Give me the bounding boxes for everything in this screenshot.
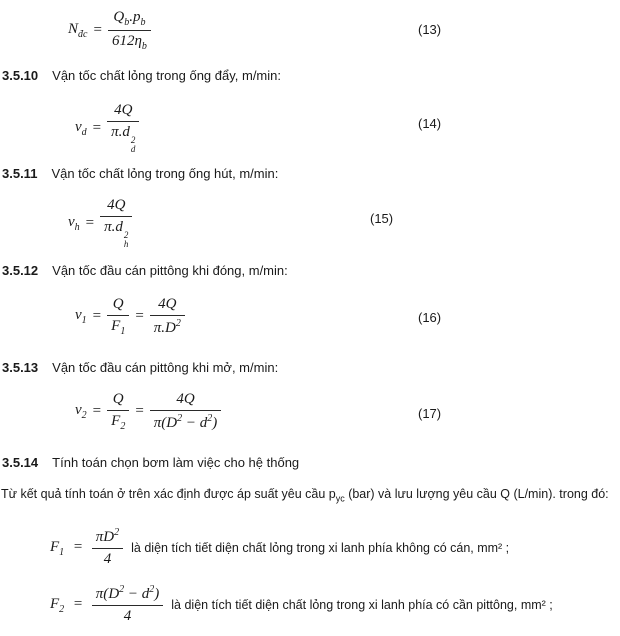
- f15-lhs: $v_h$: [68, 213, 80, 233]
- section-heading-3-5-14: [2, 455, 299, 470]
- paragraph-text: (bar) và lưu lượng yêu cầu Q (L/min). trong đó:: [344, 487, 609, 501]
- f15-fraction: [100, 197, 132, 249]
- equation-number-14: (14): [418, 116, 442, 131]
- section-heading-3-5-11: [2, 166, 278, 181]
- f2-denominator: 4: [123, 608, 132, 624]
- equation-15: [68, 197, 132, 249]
- f16-denominator-2: $\pi.D^2$: [153, 318, 181, 336]
- equation-13: [68, 9, 151, 52]
- paragraph-text: Từ kết quả tính toán ở trên xác định được áp suất yêu cầu p: [1, 487, 336, 501]
- f16-equals-1: =: [92, 308, 102, 324]
- f13-lhs: $N_{đc}$: [68, 21, 88, 40]
- section-title: Vận tốc đầu cán pittông khi mở, m/min:: [52, 360, 279, 375]
- f16-numerator-2: 4Q: [150, 296, 185, 316]
- f2-description: là diện tích tiết diện chất lỏng trong xi lanh phía có cần pittông, mm² ;: [171, 597, 553, 612]
- equation-number-17: (17): [418, 406, 442, 421]
- f1-description: là diện tích tiết diện chất lỏng trong xi lanh phía không có cán, mm² ;: [131, 540, 510, 555]
- f13-numerator: $Q_b.p_b$: [108, 9, 151, 31]
- equation-number-13: (13): [418, 22, 442, 37]
- f15-numerator: 4Q: [100, 197, 132, 217]
- f17-lhs: $v_2$: [75, 402, 87, 421]
- f17-numerator-2: 4Q: [150, 391, 221, 411]
- f13-denominator: $612\eta_b$: [111, 33, 147, 52]
- section-number: 3.5.13: [2, 360, 39, 375]
- equation-number-15: (15): [370, 211, 394, 226]
- f13-equals: =: [93, 22, 102, 38]
- f14-scripts: 2 d: [130, 135, 136, 154]
- f14-numerator: 4Q: [107, 102, 139, 122]
- p-yc-subscript: yc: [335, 493, 345, 504]
- equation-16: [75, 296, 185, 337]
- section-heading-3-5-10: [2, 68, 281, 83]
- f17-equals-2: =: [135, 403, 144, 419]
- f2-fraction: [92, 584, 163, 625]
- section-number: 3.5.14: [2, 455, 39, 470]
- f2-formula: $F_2$ = $\frac{\pi(D^2 - d^2)}{4}$: [50, 584, 163, 625]
- f1-fraction: [92, 527, 123, 568]
- f1-denominator: 4: [103, 551, 112, 567]
- f17-equals-1: =: [92, 403, 102, 419]
- section-heading-3-5-13: [2, 360, 278, 375]
- f15-denominator: π.d 2 h: [104, 219, 129, 249]
- f15-equals: =: [85, 214, 95, 231]
- f14-denominator: π.d 2 d: [111, 124, 136, 154]
- f14-equals: =: [92, 119, 102, 136]
- f17-fraction-2: [150, 391, 221, 432]
- section-number: 3.5.10: [2, 68, 39, 83]
- f16-equals-2: =: [135, 308, 144, 324]
- f17-numerator-1: Q: [107, 391, 129, 411]
- f16-fraction-2: [150, 296, 185, 337]
- f16-denominator-1: $F_1$: [111, 318, 126, 337]
- f2-numerator: $\pi(D^2 - d^2)$: [92, 584, 163, 606]
- f16-lhs: $v_1$: [75, 307, 87, 326]
- f14-lhs: $v_d$: [75, 118, 87, 138]
- f1-numerator: $\pi D^2$: [92, 527, 123, 549]
- f16-fraction-1: [107, 296, 129, 337]
- section-heading-3-5-12: [2, 263, 288, 278]
- section-title: Vận tốc đầu cán pittông khi đóng, m/min:: [52, 263, 288, 278]
- equation-17: [75, 391, 221, 432]
- f16-numerator-1: Q: [107, 296, 129, 316]
- f17-denominator-1: $F_2$: [111, 413, 126, 432]
- section-number: 3.5.11: [2, 166, 38, 181]
- definition-f2: [50, 584, 553, 625]
- f15-scripts: 2 h: [123, 230, 129, 249]
- f13-fraction: [108, 9, 151, 52]
- section-title: Vận tốc chất lỏng trong ống hút, m/min:: [51, 166, 279, 181]
- section-title: Vận tốc chất lỏng trong ống đẩy, m/min:: [52, 68, 281, 83]
- equation-number-16: (16): [418, 310, 442, 325]
- definition-f1: [50, 527, 509, 568]
- f14-fraction: [107, 102, 139, 154]
- f17-fraction-1: [107, 391, 129, 432]
- section-title: Tính toán chọn bơm làm việc cho hệ thống: [52, 455, 300, 470]
- intro-paragraph: [1, 487, 609, 504]
- section-number: 3.5.12: [2, 263, 39, 278]
- f17-denominator-2: $\pi(D^2 - d^2)$: [153, 413, 218, 431]
- equation-14: [75, 102, 139, 154]
- f1-formula: $F_1$ = $\frac{\pi D^2}{4}$: [50, 527, 123, 568]
